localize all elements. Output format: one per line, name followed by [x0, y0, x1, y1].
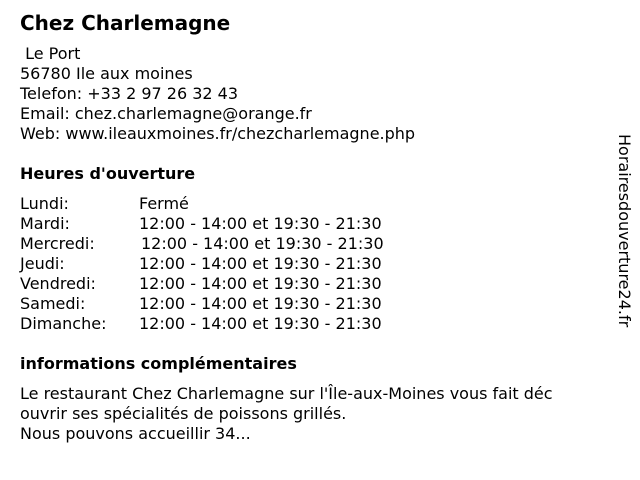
email-text: Email: chez.charlemagne@orange.fr	[20, 104, 312, 123]
description-line: ouvrir ses spécialités de poissons grillés.	[20, 404, 347, 423]
address-city: 56780 Ile aux moines	[20, 64, 193, 83]
day-label: Lundi:	[20, 194, 69, 213]
hours-row-sunday	[20, 314, 440, 334]
day-label: Dimanche:	[20, 314, 107, 333]
hours-row-friday	[20, 274, 440, 294]
address-street: Le Port	[20, 44, 81, 63]
day-label: Mercredi:	[20, 234, 95, 253]
time-value: 12:00 - 14:00 et 19:30 - 21:30	[139, 294, 382, 313]
time-value: 12:00 - 14:00 et 19:30 - 21:30	[139, 274, 382, 293]
hours-row-thursday	[20, 254, 440, 274]
time-value: 12:00 - 14:00 et 19:30 - 21:30	[139, 214, 382, 233]
additional-info-text	[20, 384, 610, 444]
time-value: 12:00 - 14:00 et 19:30 - 21:30	[139, 254, 382, 273]
day-label: Vendredi:	[20, 274, 96, 293]
website-text: Web: www.ileauxmoines.fr/chezcharlemagne.php	[20, 124, 416, 143]
opening-hours-table	[20, 194, 440, 334]
description-line: Le restaurant Chez Charlemagne sur l'Île-aux-Moines vous fait déc	[20, 384, 553, 403]
time-value: 12:00 - 14:00 et 19:30 - 21:30	[141, 234, 384, 253]
hours-row-monday	[20, 194, 440, 214]
day-label: Mardi:	[20, 214, 70, 233]
day-label: Jeudi:	[20, 254, 65, 273]
time-value: 12:00 - 14:00 et 19:30 - 21:30	[139, 314, 382, 333]
day-label: Samedi:	[20, 294, 86, 313]
description-line: Nous pouvons accueillir 34...	[20, 424, 251, 443]
hours-row-tuesday	[20, 214, 440, 234]
hours-row-wednesday	[20, 234, 440, 254]
additional-info-heading: informations complémentaires	[20, 354, 297, 373]
phone-text: Telefon: +33 2 97 26 32 43	[20, 84, 239, 103]
contact-block	[20, 44, 415, 144]
opening-hours-heading: Heures d'ouverture	[20, 164, 196, 183]
restaurant-name: Chez Charlemagne	[20, 11, 231, 35]
hours-row-saturday	[20, 294, 440, 314]
time-value: Fermé	[139, 194, 189, 213]
site-watermark: Horairesdouverture24.fr	[615, 134, 634, 328]
